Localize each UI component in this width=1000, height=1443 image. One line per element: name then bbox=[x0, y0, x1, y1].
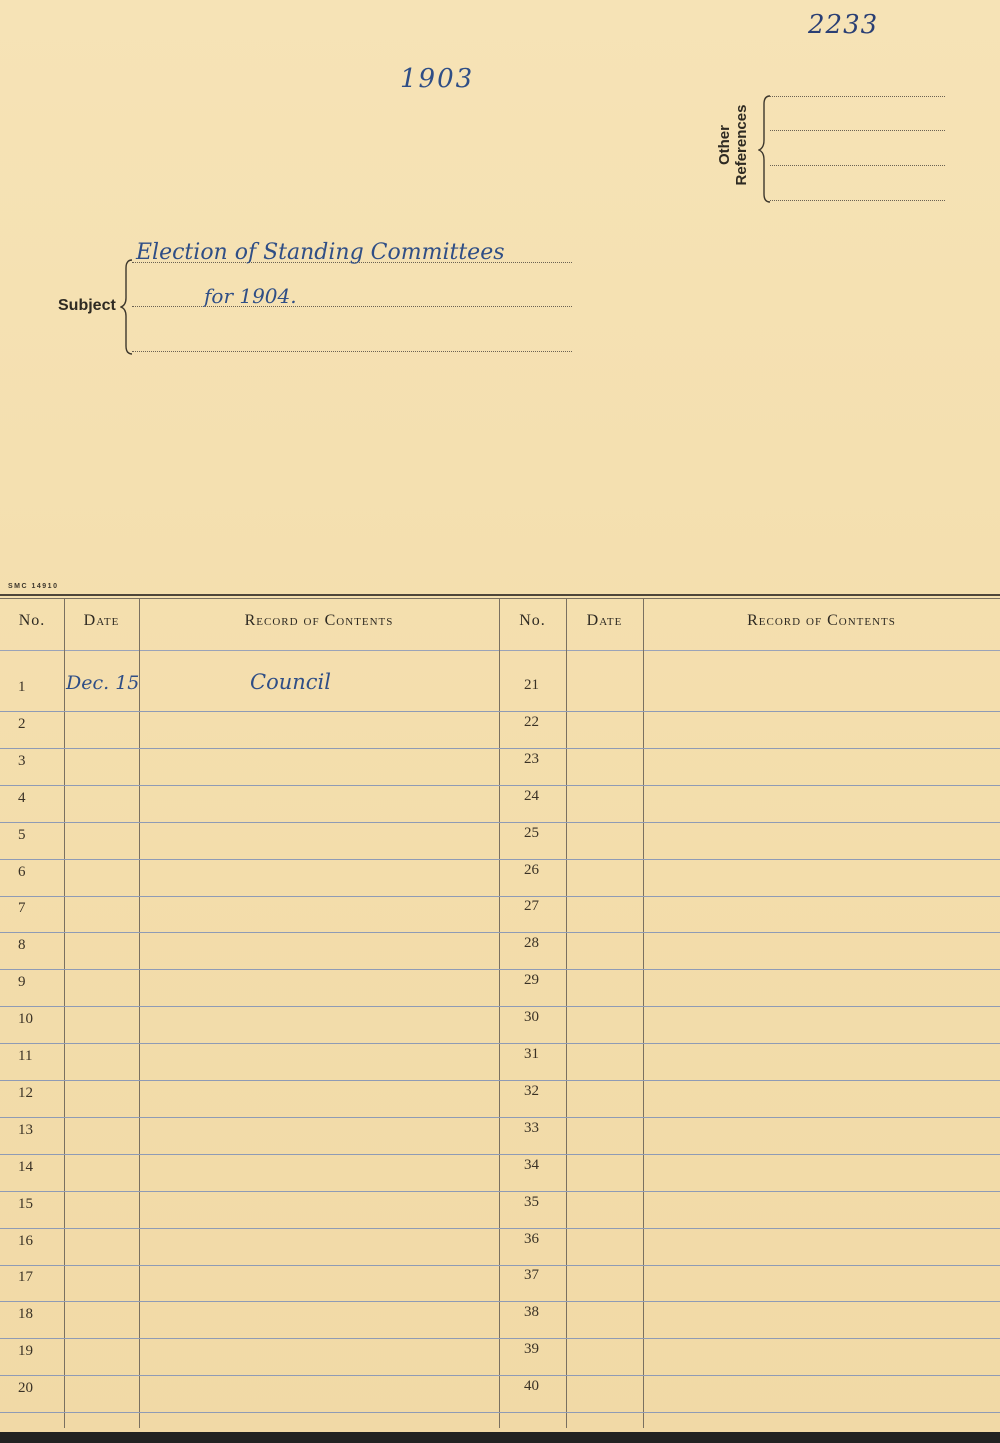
entry-1-date: Dec. 15 bbox=[66, 672, 140, 694]
row-number-left: 7 bbox=[18, 900, 26, 917]
row-rule bbox=[0, 1301, 1000, 1302]
row-rule bbox=[0, 1117, 1000, 1118]
row-number-left: 10 bbox=[18, 1011, 33, 1028]
other-references-line-4 bbox=[770, 200, 945, 201]
col-divider-date-left bbox=[64, 598, 65, 1428]
row-number-right: 25 bbox=[524, 824, 539, 841]
row-number-right: 39 bbox=[524, 1341, 539, 1358]
row-number-right: 34 bbox=[524, 1156, 539, 1173]
scan-edge bbox=[0, 1432, 1000, 1443]
subject-brace bbox=[120, 258, 134, 356]
row-number-left: 3 bbox=[18, 752, 26, 769]
row-number-left: 18 bbox=[18, 1306, 33, 1323]
file-number: 2233 bbox=[808, 10, 879, 40]
row-rule bbox=[0, 785, 1000, 786]
row-number-right: 31 bbox=[524, 1046, 539, 1062]
row-rule bbox=[0, 969, 1000, 970]
row-number-left: 11 bbox=[18, 1048, 33, 1064]
col-divider-center bbox=[499, 598, 500, 1428]
other-references-line-2 bbox=[770, 130, 945, 131]
col-divider-date-right bbox=[566, 598, 567, 1428]
row-number-right: 36 bbox=[524, 1230, 539, 1247]
row-number-left: 13 bbox=[18, 1121, 33, 1138]
header-date-left: Date bbox=[83, 612, 120, 629]
row-rule bbox=[0, 1154, 1000, 1155]
row-number-left: 1 bbox=[18, 679, 26, 695]
form-code: SMC 14910 bbox=[8, 583, 59, 590]
row-rule bbox=[0, 859, 1000, 860]
row-number-right: 30 bbox=[524, 1009, 539, 1026]
row-number-right: 28 bbox=[524, 935, 539, 952]
row-number-left: 12 bbox=[18, 1084, 33, 1101]
row-number-left: 16 bbox=[18, 1232, 33, 1249]
other-references-line-1 bbox=[770, 96, 945, 97]
row-rule bbox=[0, 1006, 1000, 1007]
row-rule bbox=[0, 1375, 1000, 1376]
header-date-right: Date bbox=[586, 612, 623, 629]
row-number-right: 23 bbox=[524, 750, 539, 767]
row-number-left: 17 bbox=[18, 1269, 33, 1286]
row-rule bbox=[0, 1228, 1000, 1229]
row-rule bbox=[0, 932, 1000, 933]
row-rule bbox=[0, 748, 1000, 749]
other-references-line-3 bbox=[770, 165, 945, 166]
header-no-left: No. bbox=[18, 612, 46, 629]
row-number-left: 19 bbox=[18, 1343, 33, 1360]
subject-text-line2: for 1904. bbox=[204, 284, 297, 308]
row-number-left: 9 bbox=[18, 974, 26, 991]
other-references-brace bbox=[758, 94, 772, 204]
row-number-left: 15 bbox=[18, 1195, 33, 1212]
row-number-left: 20 bbox=[18, 1380, 33, 1397]
row-rule bbox=[0, 896, 1000, 897]
row-rule bbox=[0, 822, 1000, 823]
row-number-left: 14 bbox=[18, 1158, 33, 1175]
header-no-right: No. bbox=[519, 612, 546, 629]
subject-line-2-rule bbox=[132, 306, 572, 307]
row-number-left: 2 bbox=[18, 715, 26, 732]
other-references-label-line1: Other bbox=[716, 125, 733, 166]
year-annotation: 1903 bbox=[400, 64, 475, 94]
subject-line-3-rule bbox=[132, 351, 572, 352]
row-number-right: 37 bbox=[524, 1267, 539, 1284]
subject-label: Subject bbox=[58, 297, 116, 314]
row-number-left: 5 bbox=[18, 826, 26, 843]
row-number-left: 8 bbox=[18, 937, 26, 954]
table-header-rule bbox=[0, 650, 1000, 651]
other-references-label-line2: References bbox=[733, 104, 750, 186]
header-contents-right: Record of Contents bbox=[747, 612, 896, 629]
row-rule bbox=[0, 1338, 1000, 1339]
row-number-right: 38 bbox=[524, 1304, 539, 1321]
row-number-right: 40 bbox=[524, 1378, 539, 1395]
table-top-rule bbox=[0, 594, 1000, 596]
row-number-right: 26 bbox=[524, 861, 539, 878]
row-rule bbox=[0, 1080, 1000, 1081]
row-rule bbox=[0, 1043, 1000, 1044]
row-rule bbox=[0, 1412, 1000, 1413]
other-references-label bbox=[716, 90, 750, 200]
row-rule bbox=[0, 1191, 1000, 1192]
table-top-rule-thin bbox=[0, 598, 1000, 599]
row-number-right: 22 bbox=[524, 713, 539, 730]
header-contents-left: Record of Contents bbox=[244, 612, 394, 629]
row-number-right: 33 bbox=[524, 1119, 539, 1136]
row-rule bbox=[0, 1265, 1000, 1266]
row-number-right: 27 bbox=[524, 898, 539, 915]
subject-text-line1: Election of Standing Committees bbox=[136, 240, 505, 265]
row-number-left: 6 bbox=[18, 863, 26, 880]
col-divider-contents-right bbox=[643, 598, 644, 1428]
row-rule bbox=[0, 711, 1000, 712]
entry-1-contents: Council bbox=[250, 670, 331, 694]
row-number-right: 35 bbox=[524, 1193, 539, 1210]
row-number-right: 29 bbox=[524, 972, 539, 989]
row-number-right: 24 bbox=[524, 787, 539, 804]
row-number-right: 32 bbox=[524, 1082, 539, 1099]
row-number-left: 4 bbox=[18, 789, 26, 806]
row-number-right: 21 bbox=[524, 677, 539, 693]
col-divider-contents-left bbox=[139, 598, 140, 1428]
